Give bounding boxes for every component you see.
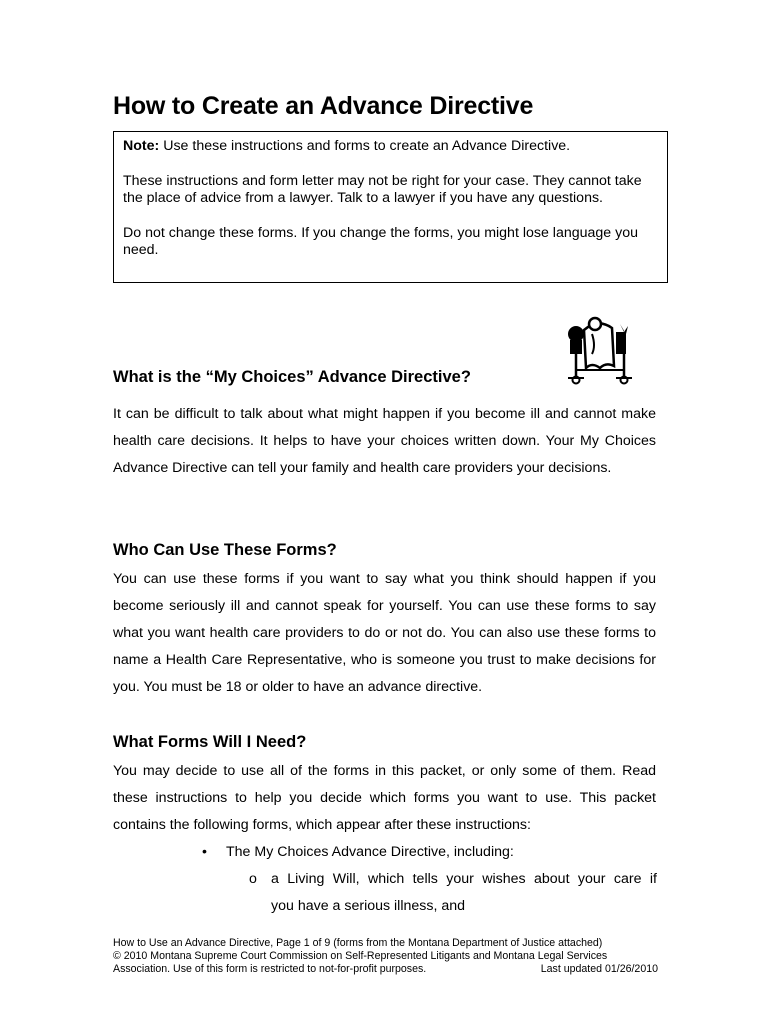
footer-line-1: How to Use an Advance Directive, Page 1 of 9 (forms from the Montana Department of Justice attached)	[113, 937, 603, 949]
section-body-my-choices: It can be difficult to talk about what might happen if you become ill and cannot make health care decisions. It helps to have your choices written down. Your My Choices Advance Directive can tell your family and health care providers your decisions.	[113, 406, 656, 476]
sub-bullet-marker: o	[249, 871, 257, 887]
footer-line-2: © 2010 Montana Supreme Court Commission on Self-Represented Litigants and Montana Legal Services	[113, 950, 608, 962]
sub-bullet-living-will-line-1: a Living Will, which tells your wishes about your care if	[271, 871, 657, 887]
section-body-what-forms: You may decide to use all of the forms in this packet, or only some of them. Read these instructions to help you decide which forms you want to use. This packet contains the following forms, which appear after these instructions:	[113, 763, 656, 833]
note-paragraph-2: These instructions and form letter may not be right for your case. They cannot take the place of advice from a lawyer. Talk to a lawyer if you have any questions.	[123, 172, 642, 206]
section-heading-what-forms: What Forms Will I Need?	[113, 733, 307, 751]
bullet-marker: •	[202, 844, 207, 860]
section-heading-who-can-use: Who Can Use These Forms?	[113, 541, 337, 559]
section-body-who-can-use: You can use these forms if you want to say what you think should happen if you become seriously ill and cannot speak for yourself. You can use these forms to say what you want health care providers to do or not do. You can also use these forms to name a Health Care Representative, who is someone you trust to make decisions for you. You must be 18 or older to have an advance directive.	[113, 571, 656, 695]
footer-restriction: Association. Use of this form is restricted to not-for-profit purposes.	[113, 963, 427, 975]
medical-choices-icon	[562, 312, 636, 386]
note-box	[113, 131, 668, 283]
note-paragraph-3: Do not change these forms. If you change the forms, you might lose language you need.	[123, 224, 638, 258]
page-title: How to Create an Advance Directive	[113, 92, 534, 120]
sub-bullet-living-will-line-2: you have a serious illness, and	[271, 898, 466, 914]
section-heading-my-choices: What is the “My Choices” Advance Directive?	[113, 368, 471, 386]
footer-last-updated: Last updated 01/26/2010	[540, 963, 658, 975]
page-footer	[113, 937, 658, 976]
note-label: Note:	[123, 138, 160, 154]
footer-line-3	[113, 963, 658, 976]
note-text: Use these instructions and forms to create an Advance Directive.	[163, 138, 571, 154]
bullet-advance-directive: The My Choices Advance Directive, including:	[226, 844, 514, 860]
note-line-1	[123, 138, 658, 156]
